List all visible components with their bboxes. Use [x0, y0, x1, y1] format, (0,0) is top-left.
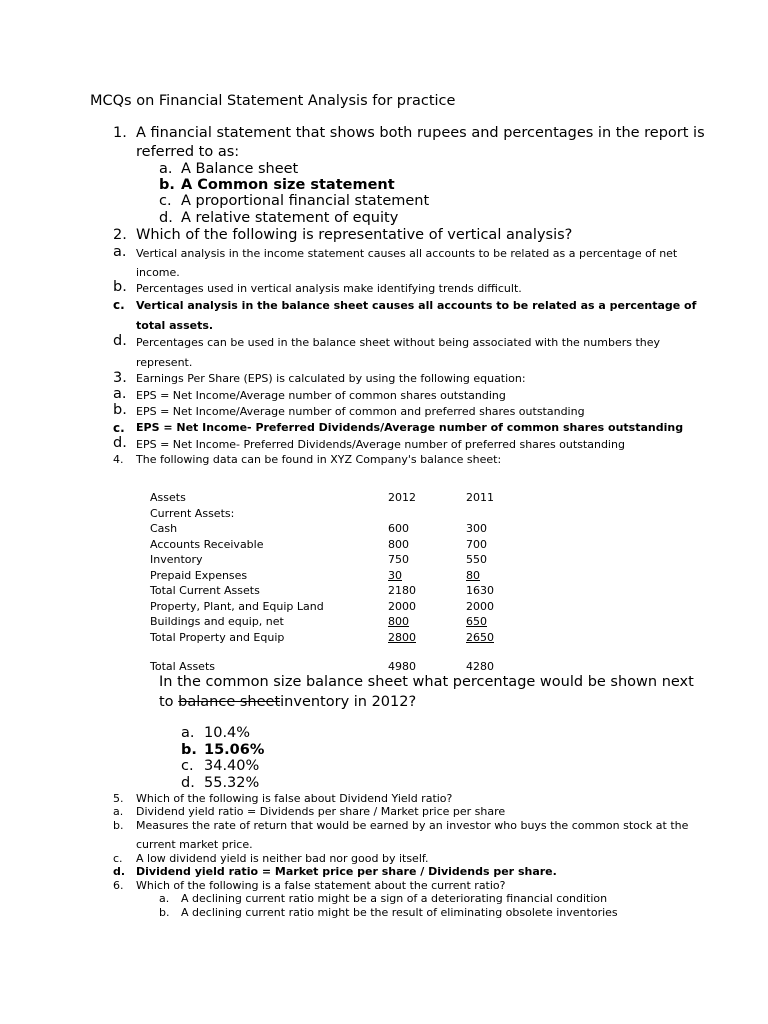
table-row: [150, 552, 526, 568]
table-cell: Cash: [150, 522, 178, 535]
q1-text-line1: A financial statement that shows both rupees and percentages in the report is: [136, 125, 705, 141]
q6-number: 6.: [113, 879, 124, 892]
q2-option-b: Percentages used in vertical analysis make identifying trends difficult.: [136, 282, 522, 295]
balance-sheet-table: [150, 490, 526, 675]
table-cell: 1630: [466, 584, 494, 597]
table-cell: Total Current Assets: [150, 584, 260, 597]
q4-option-a: 10.4%: [204, 725, 251, 741]
table-header: Assets: [150, 491, 186, 504]
q3-option-d: EPS = Net Income- Preferred Dividends/Average number of preferred shares outstanding: [136, 438, 625, 451]
q5-option-c: A low dividend yield is neither bad nor good by itself.: [136, 852, 429, 865]
table-header: 2012: [388, 491, 416, 504]
q2-option-letter: b.: [113, 279, 127, 295]
q5-option-letter: b.: [113, 819, 124, 832]
table-cell: 800: [388, 615, 409, 628]
q2-text: Which of the following is representative of vertical analysis?: [136, 227, 573, 243]
table-cell: 650: [466, 615, 487, 628]
table-row: [150, 521, 526, 537]
q2-option-letter: a.: [113, 244, 127, 260]
q6-option-letter: a.: [159, 892, 170, 905]
q1-option-d: A relative statement of equity: [181, 210, 399, 226]
q6-option-b: A declining current ratio might be the result of eliminating obsolete inventories: [181, 906, 618, 919]
q4-option-letter: a.: [181, 725, 195, 741]
table-row: [150, 659, 526, 675]
q4-question-strikethrough: balance sheet: [178, 694, 281, 710]
table-cell: 800: [388, 537, 409, 551]
q3-option-letter: d.: [113, 435, 127, 451]
q5-option-letter: d.: [113, 865, 126, 878]
q1-option-letter: d.: [159, 210, 173, 226]
table-cell: Total Assets: [150, 660, 215, 673]
q4-option-d: 55.32%: [204, 775, 260, 791]
table-header-row: [150, 490, 526, 506]
table-cell: Accounts Receivable: [150, 537, 264, 551]
q2-option-letter: d.: [113, 333, 127, 349]
q4-question-line2: [159, 694, 416, 710]
q4-question-line1: In the common size balance sheet what percentage would be shown next: [159, 674, 694, 690]
table-cell: Total Property and Equip: [150, 630, 285, 644]
q4-option-letter: d.: [181, 775, 195, 791]
q1-number: 1.: [113, 125, 127, 141]
page-title: MCQs on Financial Statement Analysis for practice: [90, 93, 456, 109]
q1-option-letter: b.: [159, 177, 175, 193]
table-cell: [150, 645, 388, 659]
table-cell: 2000: [388, 599, 416, 613]
table-row: [150, 568, 526, 584]
q2-option-a-line2: income.: [136, 266, 180, 279]
q4-option-letter: b.: [181, 742, 197, 758]
table-cell: 4280: [466, 660, 494, 673]
table-cell: Current Assets:: [150, 506, 235, 520]
table-cell: 80: [466, 568, 480, 582]
table-row: [150, 614, 526, 630]
table-cell: 550: [466, 553, 487, 566]
q6-option-a: A declining current ratio might be a sign of a deteriorating financial condition: [181, 892, 608, 905]
q3-option-letter: a.: [113, 386, 127, 402]
q5-option-a: Dividend yield ratio = Dividends per share / Market price per share: [136, 805, 506, 818]
table-cell: Buildings and equip, net: [150, 615, 284, 628]
q4-option-letter: c.: [181, 758, 194, 774]
q2-option-c-line2: total assets.: [136, 319, 214, 332]
q3-option-b: EPS = Net Income/Average number of common and preferred shares outstanding: [136, 405, 585, 418]
q5-option-letter: c.: [113, 852, 123, 865]
q5-number: 5.: [113, 792, 124, 805]
q3-text: Earnings Per Share (EPS) is calculated by using the following equation:: [136, 372, 526, 385]
table-cell: 2000: [466, 599, 494, 613]
table-cell: [388, 645, 466, 659]
q6-text: Which of the following is a false statement about the current ratio?: [136, 879, 506, 892]
table-spacer-row: [150, 645, 526, 659]
q3-option-c: EPS = Net Income- Preferred Dividends/Average number of common shares outstanding: [136, 421, 684, 434]
table-cell: [466, 506, 526, 522]
q2-option-c-line1: Vertical analysis in the balance sheet causes all accounts to be related as a percentage of: [136, 299, 697, 312]
q1-option-c: A proportional financial statement: [181, 193, 430, 209]
table-cell: 2650: [466, 630, 494, 644]
table-cell: 4980: [388, 660, 416, 673]
table-row: [150, 630, 526, 646]
q3-option-letter: c.: [113, 421, 125, 435]
q1-option-a: A Balance sheet: [181, 161, 299, 177]
q5-option-letter: a.: [113, 805, 124, 818]
table-cell: Prepaid Expenses: [150, 568, 248, 582]
table-row: [150, 599, 526, 615]
q2-option-a-line1: Vertical analysis in the income statement causes all accounts to be related as a percentage of net: [136, 247, 678, 260]
table-row: [150, 506, 526, 522]
q4-option-c: 34.40%: [204, 758, 260, 774]
q4-option-b: 15.06%: [204, 742, 265, 758]
table-cell: Inventory: [150, 553, 203, 566]
table-cell: 700: [466, 537, 487, 551]
q6-option-letter: b.: [159, 906, 170, 919]
q2-option-d-line2: represent.: [136, 356, 193, 369]
table-cell: [466, 645, 526, 659]
q1-option-letter: c.: [159, 193, 172, 209]
q4-question-rest: inventory in 2012?: [280, 694, 417, 710]
q3-number: 3.: [113, 370, 127, 386]
table-row: [150, 583, 526, 599]
q1-option-b: A Common size statement: [181, 177, 395, 193]
q1-text-line2: referred to as:: [136, 144, 240, 160]
q5-option-b-line2: current market price.: [136, 838, 253, 851]
table-cell: 750: [388, 553, 409, 566]
table-cell: 30: [388, 568, 402, 582]
table-cell: 300: [466, 522, 487, 535]
q4-question-to: to: [159, 694, 179, 710]
table-cell: [388, 506, 466, 522]
q2-number: 2.: [113, 227, 127, 243]
table-cell: Property, Plant, and Equip Land: [150, 599, 324, 613]
table-header: 2011: [466, 491, 494, 504]
table-cell: 600: [388, 522, 409, 535]
q3-option-letter: b.: [113, 402, 127, 418]
q5-text: Which of the following is false about Dividend Yield ratio?: [136, 792, 453, 805]
q3-option-a: EPS = Net Income/Average number of common shares outstanding: [136, 389, 506, 402]
table-row: [150, 537, 526, 553]
q2-option-d-line1: Percentages can be used in the balance sheet without being associated with the numbers they: [136, 336, 661, 349]
q4-number: 4.: [113, 453, 124, 466]
q2-option-letter: c.: [113, 298, 125, 312]
q5-option-b-line1: Measures the rate of return that would be earned by an investor who buys the common stock at the: [136, 819, 689, 832]
q4-text: The following data can be found in XYZ Company's balance sheet:: [136, 453, 502, 466]
table-cell: 2180: [388, 584, 416, 597]
q1-option-letter: a.: [159, 161, 173, 177]
table-cell: 2800: [388, 630, 416, 644]
q5-option-d: Dividend yield ratio = Market price per share / Dividends per share.: [136, 865, 557, 878]
